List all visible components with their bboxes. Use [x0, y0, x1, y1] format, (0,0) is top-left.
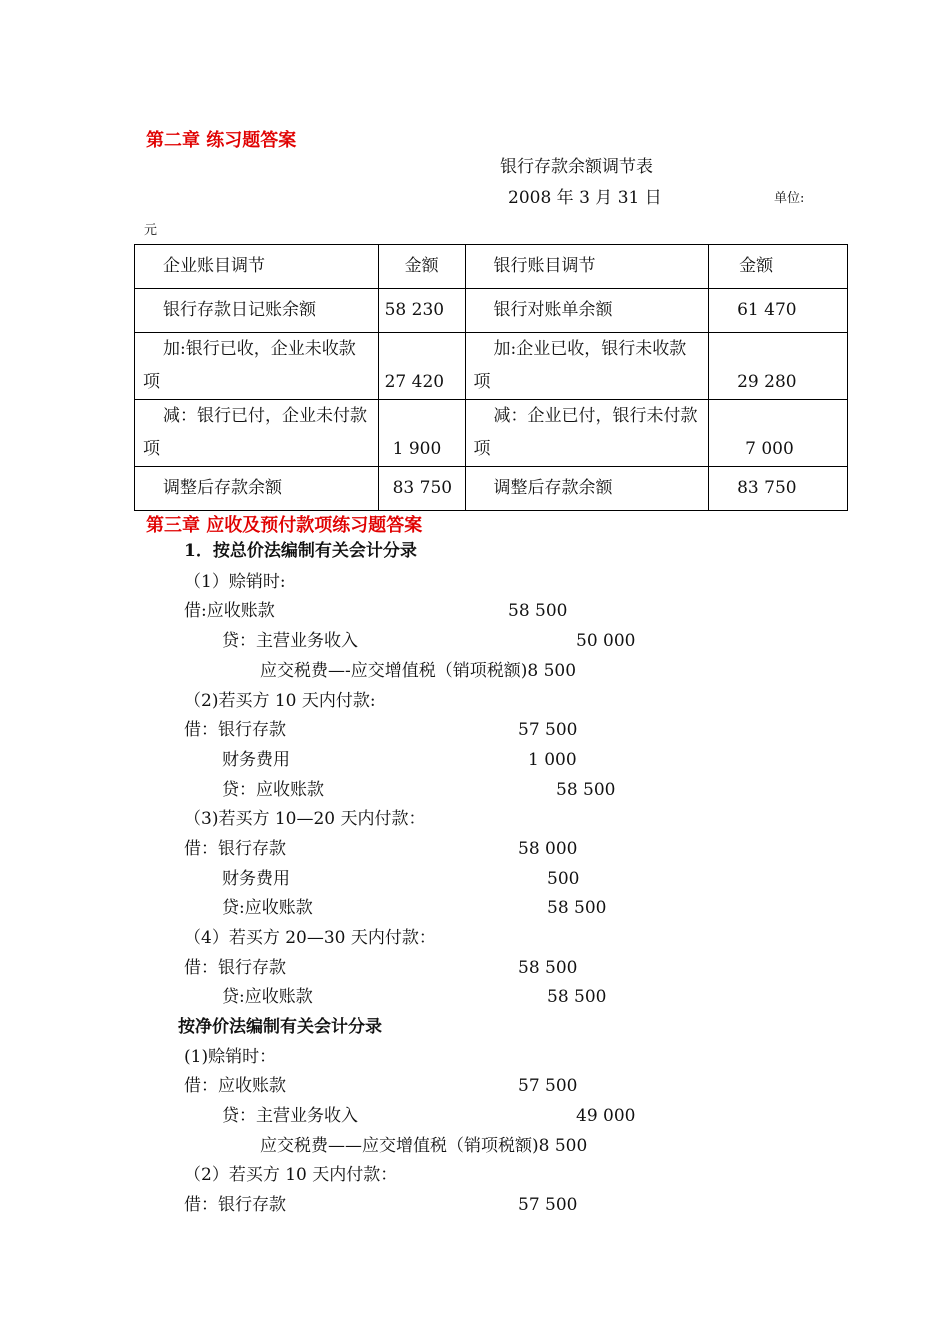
cell-bank-amount: 61 470	[709, 289, 848, 333]
cell-company-amount: 58 230	[378, 289, 465, 333]
chapter3-title: 第三章 应收及预付款项练习题答案	[146, 515, 423, 536]
journal-line: 借：银行存款	[184, 1195, 286, 1215]
table-row	[135, 289, 848, 333]
header-bank-adjust: 银行账目调节	[465, 245, 709, 289]
journal-line: 借：银行存款	[184, 958, 286, 978]
table-row	[135, 467, 848, 511]
journal-line: 应交税费—-应交增值税（销项税额)8 500	[260, 661, 577, 681]
journal-line: （2）若买方 10 天内付款：	[184, 1165, 398, 1185]
cell-bank-item: 银行对账单余额	[465, 289, 709, 333]
journal-amount: 58 500	[518, 958, 578, 978]
journal-amount: 58 500	[547, 898, 607, 918]
cell-company-amount: 83 750	[378, 467, 465, 511]
cell-company-item: 银行存款日记账余额	[135, 289, 379, 333]
journal-amount: 58 500	[508, 601, 568, 621]
cell-bank-item: 加:企业已收，银行未收款项	[465, 333, 709, 400]
journal-line: （2)若买方 10 天内付款:	[184, 691, 376, 711]
cell-bank-item: 减：企业已付，银行未付款项	[465, 400, 709, 467]
journal-amount: 57 500	[518, 1076, 578, 1096]
recon-unit-value: 元	[144, 223, 158, 238]
header-company-adjust: 企业账目调节	[135, 245, 379, 289]
journal-amount: 57 500	[518, 720, 578, 740]
table-row	[135, 333, 848, 400]
cell-company-amount: 1 900	[378, 400, 465, 467]
cell-bank-amount: 83 750	[709, 467, 848, 511]
cell-company-item: 调整后存款余额	[135, 467, 379, 511]
journal-amount: 50 000	[576, 631, 636, 651]
cell-company-item: 加:银行已收，企业未收款项	[135, 333, 379, 400]
journal-amount: 57 500	[518, 1195, 578, 1215]
cell-bank-amount: 29 280	[709, 333, 848, 400]
journal-line: 贷：主营业务收入	[222, 631, 358, 651]
journal-amount: 58 500	[547, 987, 607, 1007]
cell-bank-amount: 7 000	[709, 400, 848, 467]
journal-line: 借：银行存款	[184, 839, 286, 859]
recon-table-title: 银行存款余额调节表	[500, 157, 653, 177]
header-amount-2: 金额	[709, 245, 848, 289]
journal-line: （3)若买方 10—20 天内付款：	[184, 809, 426, 829]
journal-line: （4）若买方 20—30 天内付款：	[184, 928, 436, 948]
net-method-heading: 按净价法编制有关会计分录	[178, 1017, 382, 1037]
journal-line: 借：银行存款	[184, 720, 286, 740]
journal-line: 借：应收账款	[184, 1076, 286, 1096]
chapter2-title: 第二章 练习题答案	[146, 130, 297, 151]
table-row	[135, 400, 848, 467]
header-amount-1: 金额	[378, 245, 465, 289]
recon-table-date: 2008 年 3 月 31 日	[508, 188, 662, 208]
journal-amount: 1 000	[528, 750, 577, 770]
journal-line: 财务费用	[222, 750, 290, 770]
journal-amount: 58 500	[556, 780, 616, 800]
cell-bank-item: 调整后存款余额	[465, 467, 709, 511]
journal-line: 贷：应收账款	[222, 780, 324, 800]
journal-line: 应交税费——应交增值税（销项税额)8 500	[260, 1136, 588, 1156]
journal-line: 贷:应收账款	[222, 898, 313, 918]
cell-company-amount: 27 420	[378, 333, 465, 400]
journal-line: 借:应收账款	[184, 601, 275, 621]
journal-amount: 500	[547, 869, 580, 889]
journal-amount: 49 000	[576, 1106, 636, 1126]
journal-amount: 58 000	[518, 839, 578, 859]
journal-line: 贷:应收账款	[222, 987, 313, 1007]
journal-line: (1)赊销时：	[184, 1047, 277, 1067]
recon-unit-label: 单位:	[774, 191, 805, 206]
journal-line: 财务费用	[222, 869, 290, 889]
table-header-row	[135, 245, 848, 289]
bank-reconciliation-table	[134, 244, 848, 511]
cell-company-item: 减：银行已付，企业未付款项	[135, 400, 379, 467]
gross-method-heading: 1．按总价法编制有关会计分录	[184, 541, 417, 561]
journal-line: （1）赊销时:	[184, 572, 286, 592]
journal-line: 贷：主营业务收入	[222, 1106, 358, 1126]
